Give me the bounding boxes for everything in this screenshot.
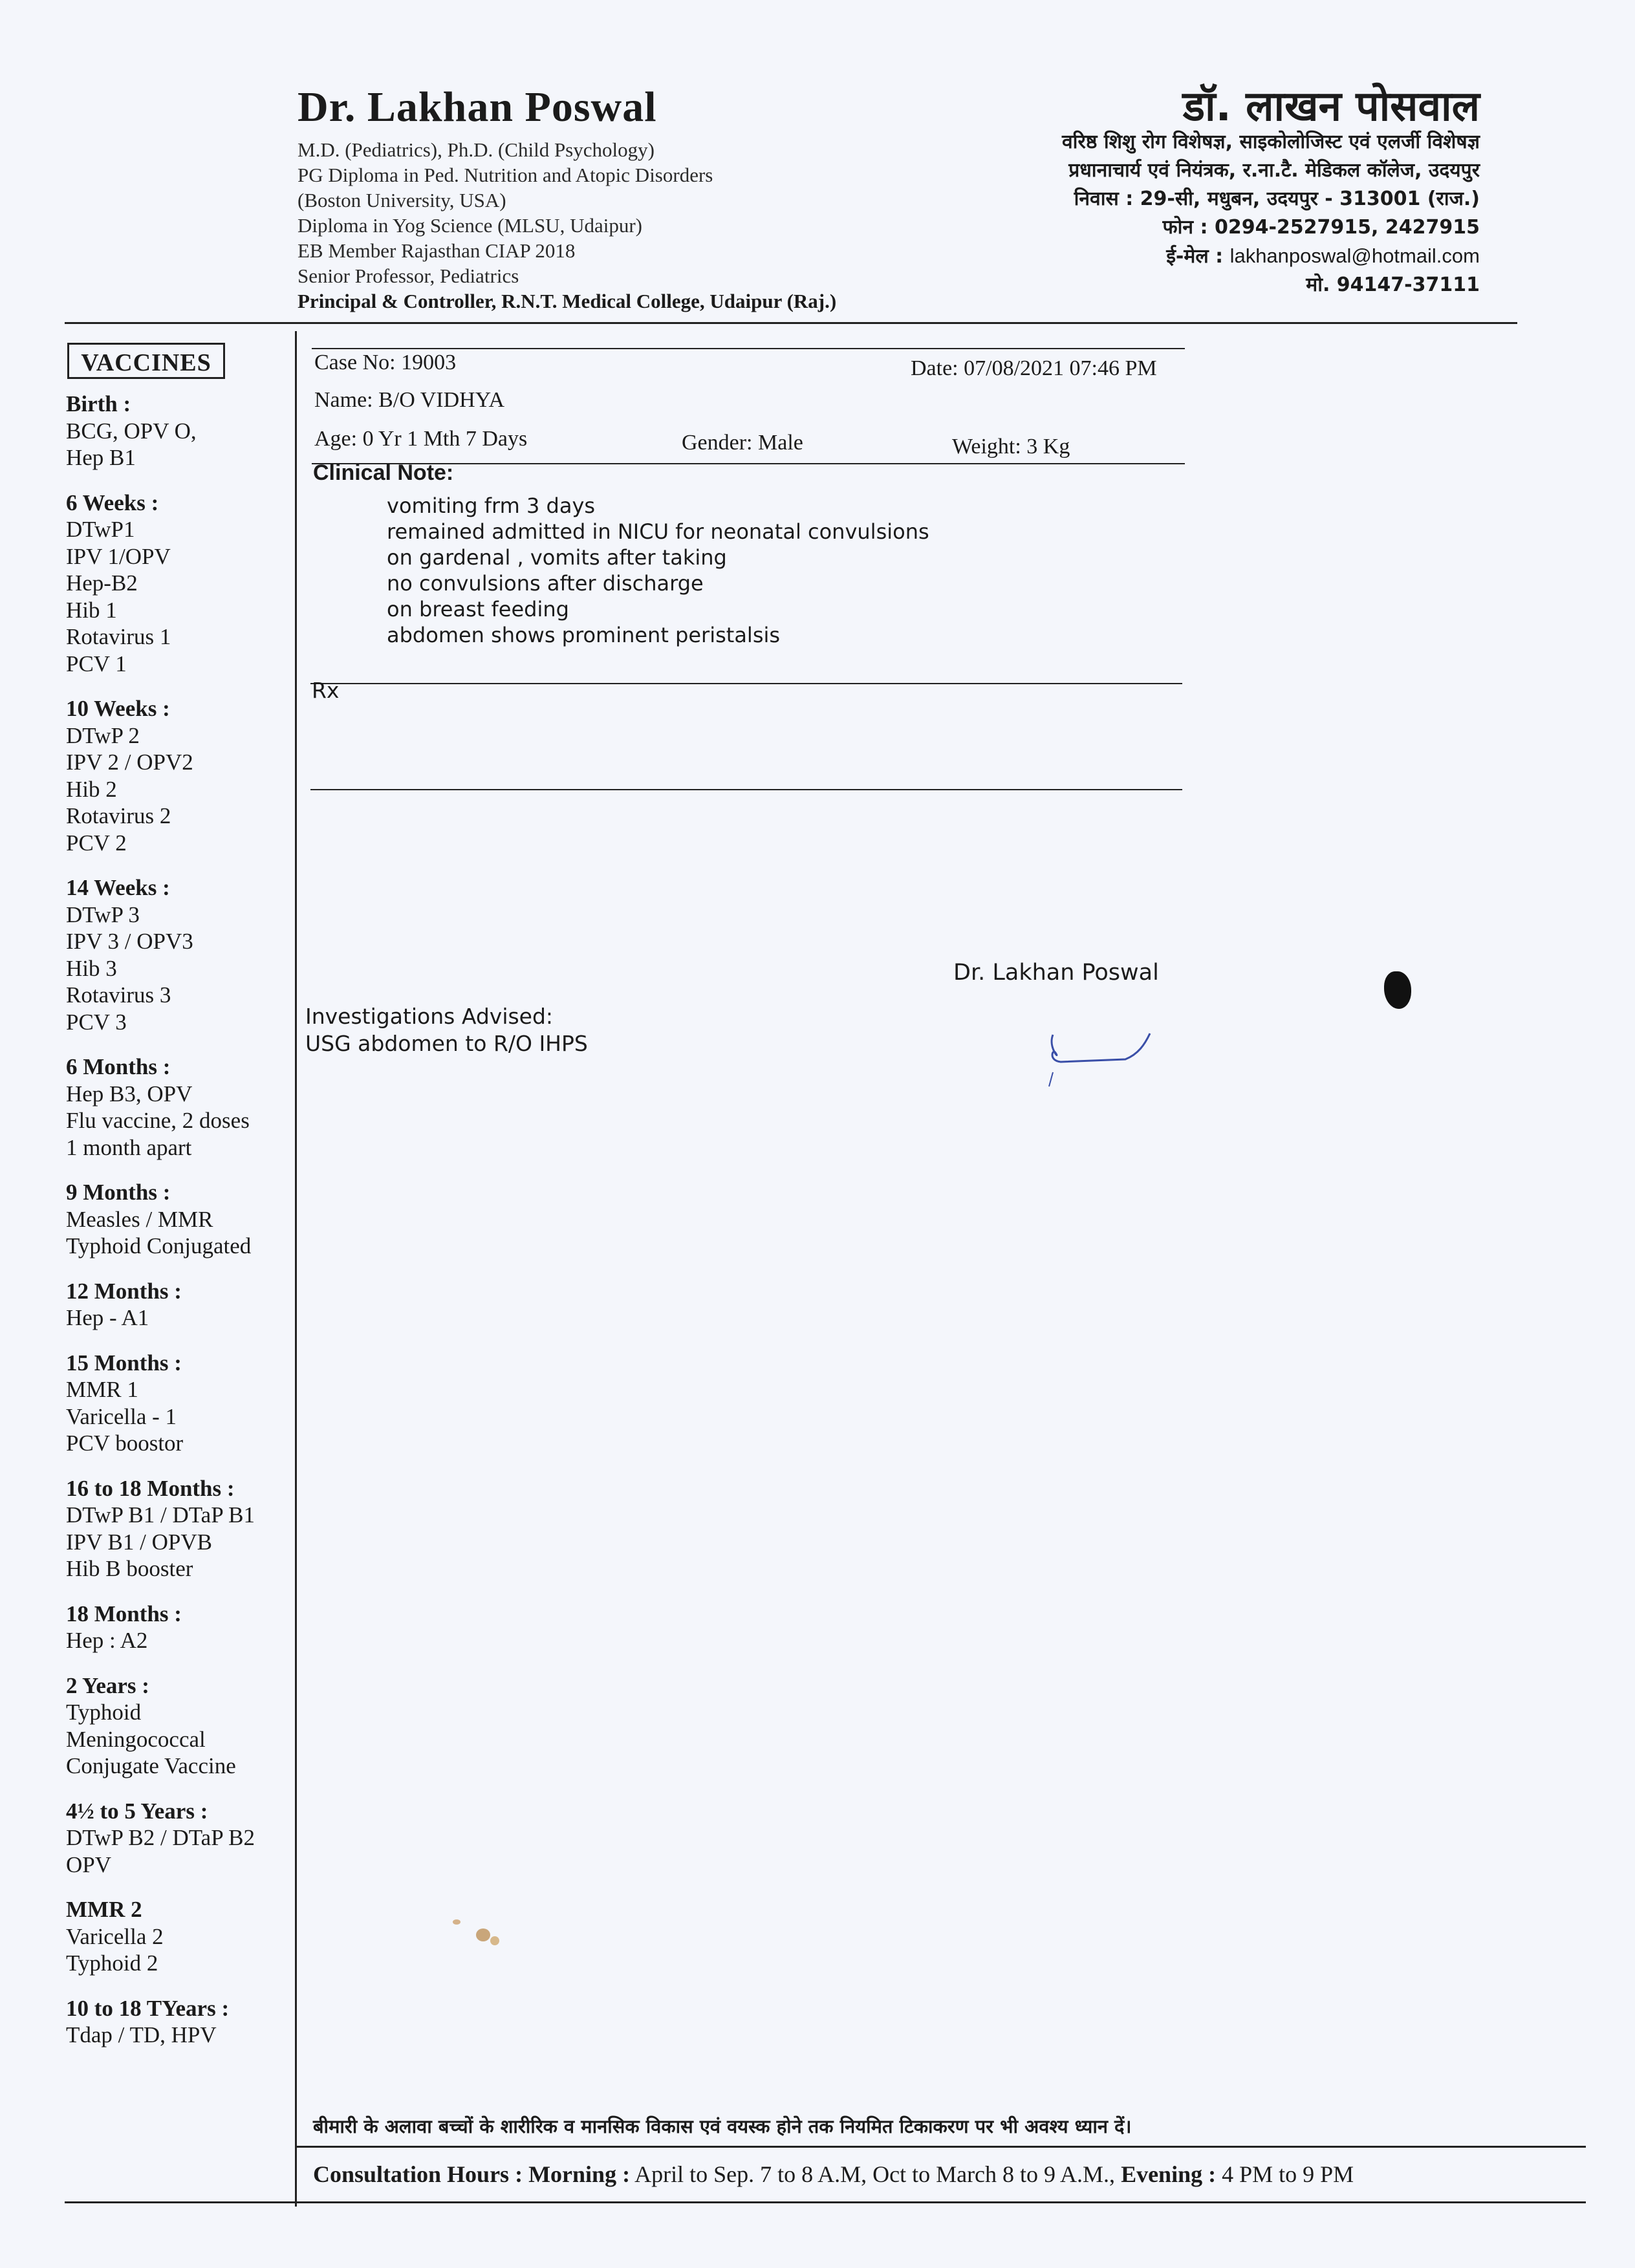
visit-date: Date: 07/08/2021 07:46 PM (911, 356, 1157, 380)
vaccine-group (66, 1278, 305, 1332)
vaccine-group-heading: 14 Weeks : (66, 875, 170, 900)
vaccine-group (66, 1896, 305, 1977)
morning-label: Morning : (528, 2161, 631, 2187)
patient-name: Name: B/O VIDHYA (314, 388, 505, 412)
vaccine-item: 1 month apart (66, 1134, 192, 1160)
clinical-note-line: on breast feeding (387, 597, 569, 621)
vaccine-item: Flu vaccine, 2 doses (66, 1108, 250, 1133)
vaccine-item: Hib 2 (66, 776, 117, 802)
vaccine-group-heading: 16 to 18 Months : (66, 1475, 235, 1501)
patient-age: Age: 0 Yr 1 Mth 7 Days (314, 427, 528, 451)
doctor-name-hindi: डॉ. लाखन पोसवाल (1182, 83, 1480, 131)
rx-label: Rx (312, 678, 340, 703)
qualification-line: Diploma in Yog Science (MLSU, Udaipur) (298, 214, 642, 237)
vaccine-group (66, 1350, 305, 1457)
vaccine-group-heading: MMR 2 (66, 1897, 142, 1922)
vaccine-item: IPV 1/OPV (66, 543, 171, 569)
email-line (1062, 242, 1480, 271)
vaccine-group-heading: 4½ to 5 Years : (66, 1798, 208, 1824)
qualification-line: PG Diploma in Ped. Nutrition and Atopic Disorders (298, 164, 713, 186)
hindi-line: निवास : 29-सी, मधुबन, उदयपुर - 313001 (राज.) (1074, 188, 1480, 210)
vaccine-item: Rotavirus 1 (66, 624, 171, 649)
vaccine-group-heading: 9 Months : (66, 1180, 171, 1205)
footer-top-rule (295, 2146, 1586, 2148)
vaccine-item: Varicella 2 (66, 1923, 164, 1949)
vaccine-item: Hep - A1 (66, 1305, 149, 1330)
vaccine-item: DTwP 2 (66, 722, 140, 748)
mobile-line: मो. 94147-37111 (1306, 274, 1480, 296)
clinical-note-label: Clinical Note: (313, 460, 454, 485)
hindi-details-block (1062, 128, 1480, 299)
vaccine-item: PCV 3 (66, 1009, 127, 1035)
vaccine-item: IPV 2 / OPV2 (66, 750, 193, 775)
email-label: ई-मेल : (1166, 245, 1224, 268)
vaccine-group-heading: 18 Months : (66, 1601, 182, 1626)
vaccine-item: Hib B booster (66, 1556, 193, 1581)
vaccine-item: Hib 3 (66, 955, 117, 981)
evening-hours: 4 PM to 9 PM (1222, 2161, 1354, 2187)
stain-mark (476, 1928, 490, 1941)
qualification-line: Principal & Controller, R.N.T. Medical College, Udaipur (Raj.) (298, 290, 837, 312)
vaccine-item: Hep B1 (66, 445, 136, 470)
clinical-note-line: no convulsions after discharge (387, 571, 704, 596)
vaccine-item: PCV boostor (66, 1431, 184, 1456)
vaccine-item: Hep : A2 (66, 1628, 148, 1653)
vaccine-group-heading: 12 Months : (66, 1278, 182, 1304)
morning-hours: April to Sep. 7 to 8 A.M, Oct to March 8 to 9 A.M., (634, 2161, 1116, 2187)
vaccine-item: DTwP B1 / DTaP B1 (66, 1502, 255, 1528)
vaccine-item: DTwP B2 / DTaP B2 (66, 1825, 255, 1850)
vaccine-item: Meningococcal (66, 1726, 206, 1752)
footer-bottom-rule (65, 2201, 1586, 2203)
patient-weight: Weight: 3 Kg (952, 435, 1070, 459)
vaccine-item: Rotavirus 3 (66, 982, 171, 1008)
case-number: Case No: 19003 (314, 351, 457, 374)
vaccine-group (66, 1601, 305, 1654)
vaccine-item: Typhoid Conjugated (66, 1233, 252, 1258)
qualification-line: Senior Professor, Pediatrics (298, 265, 519, 287)
vaccine-item: IPV 3 / OPV3 (66, 929, 193, 954)
clinical-note-line: vomiting frm 3 days (387, 493, 596, 518)
vaccine-item: Rotavirus 2 (66, 803, 171, 828)
vaccine-group (66, 1995, 305, 2049)
consultation-hours (313, 2161, 1354, 2188)
vaccine-item: DTwP1 (66, 517, 135, 542)
vaccine-group-heading: Birth : (66, 391, 131, 416)
vaccine-group-heading: 15 Months : (66, 1350, 182, 1376)
vaccine-group (66, 1798, 305, 1879)
vaccine-item: Measles / MMR (66, 1206, 213, 1232)
vaccine-item: IPV B1 / OPVB (66, 1529, 212, 1555)
footer-hindi-note: बीमारी के अलावा बच्चों के शारीरिक व मानसिक विकास एवं वयस्क होने तक नियमित टिकाकरण पर भी अवश्य ध्यान दें। (313, 2115, 1132, 2137)
vaccine-group (66, 1672, 305, 1780)
vaccine-group (66, 1053, 305, 1161)
vaccine-item: Hib 1 (66, 597, 117, 623)
doctor-name-english: Dr. Lakhan Poswal (298, 83, 657, 131)
vaccine-group-heading: 10 to 18 TYears : (66, 1995, 230, 2021)
vaccine-schedule-list (66, 391, 305, 2067)
vaccine-group (66, 874, 305, 1035)
vaccine-group (66, 391, 305, 471)
vaccine-group (66, 1179, 305, 1260)
patient-gender: Gender: Male (682, 431, 803, 455)
vaccine-item: PCV 2 (66, 830, 127, 856)
vaccine-group-heading: 2 Years : (66, 1672, 149, 1698)
rx-top-rule (310, 683, 1182, 684)
hindi-line: फोन : 0294-2527915, 2427915 (1162, 216, 1480, 239)
vaccine-item: Typhoid 2 (66, 1950, 158, 1976)
clinical-note-line: on gardenal , vomits after taking (387, 545, 727, 570)
qualification-line: M.D. (Pediatrics), Ph.D. (Child Psychology) (298, 138, 655, 161)
vaccine-item: Hep B3, OPV (66, 1081, 193, 1107)
clinical-note-text (387, 493, 929, 648)
qualification-line: EB Member Rajasthan CIAP 2018 (298, 239, 576, 262)
evening-label: Evening : (1121, 2161, 1217, 2187)
signature-name: Dr. Lakhan Poswal (953, 960, 1159, 986)
clinical-note-line: remained admitted in NICU for neonatal convulsions (387, 519, 929, 544)
vaccine-item: Conjugate Vaccine (66, 1753, 236, 1778)
hindi-line: प्रधानाचार्य एवं नियंत्रक, र.ना.टै. मेडिकल कॉलेज, उदयपुर (1068, 159, 1480, 182)
qualification-line: (Boston University, USA) (298, 189, 506, 211)
vaccine-group-heading: 6 Weeks : (66, 490, 159, 515)
vaccine-item: DTwP 3 (66, 902, 140, 927)
qualifications-block (298, 137, 836, 314)
ink-blot (1384, 971, 1411, 1009)
signature-scribble (1041, 1022, 1151, 1093)
vaccine-item: Varicella - 1 (66, 1403, 177, 1429)
vaccine-group (66, 695, 305, 856)
vaccine-group-heading: 6 Months : (66, 1054, 171, 1079)
vaccines-title: VACCINES (67, 343, 225, 379)
clinical-note-line: abdomen shows prominent peristalsis (387, 623, 781, 647)
consult-label: Consultation Hours : (313, 2161, 523, 2187)
investigations-label: Investigations Advised: (305, 1004, 554, 1029)
patient-top-rule (312, 348, 1185, 349)
header-divider (65, 322, 1517, 324)
vaccine-group (66, 1475, 305, 1582)
email-value: lakhanposwal@hotmail.com (1229, 244, 1480, 267)
vaccine-item: Typhoid (66, 1700, 142, 1725)
vaccine-item: PCV 1 (66, 651, 127, 676)
vaccine-item: OPV (66, 1852, 112, 1877)
vaccine-item: Hep-B2 (66, 570, 138, 596)
stain-mark (453, 1919, 460, 1925)
vaccine-item: MMR 1 (66, 1377, 138, 1402)
rx-bottom-rule (310, 789, 1182, 790)
vaccine-item: Tdap / TD, HPV (66, 2022, 217, 2047)
vaccine-group (66, 490, 305, 678)
stain-mark (490, 1936, 499, 1945)
investigations-value: USG abdomen to R/O IHPS (305, 1031, 588, 1056)
vaccine-group-heading: 10 Weeks : (66, 696, 170, 721)
hindi-line: वरिष्ठ शिशु रोग विशेषज्ञ, साइकोलोजिस्ट एवं एलर्जी विशेषज्ञ (1062, 131, 1480, 153)
vaccine-item: BCG, OPV O, (66, 418, 197, 444)
